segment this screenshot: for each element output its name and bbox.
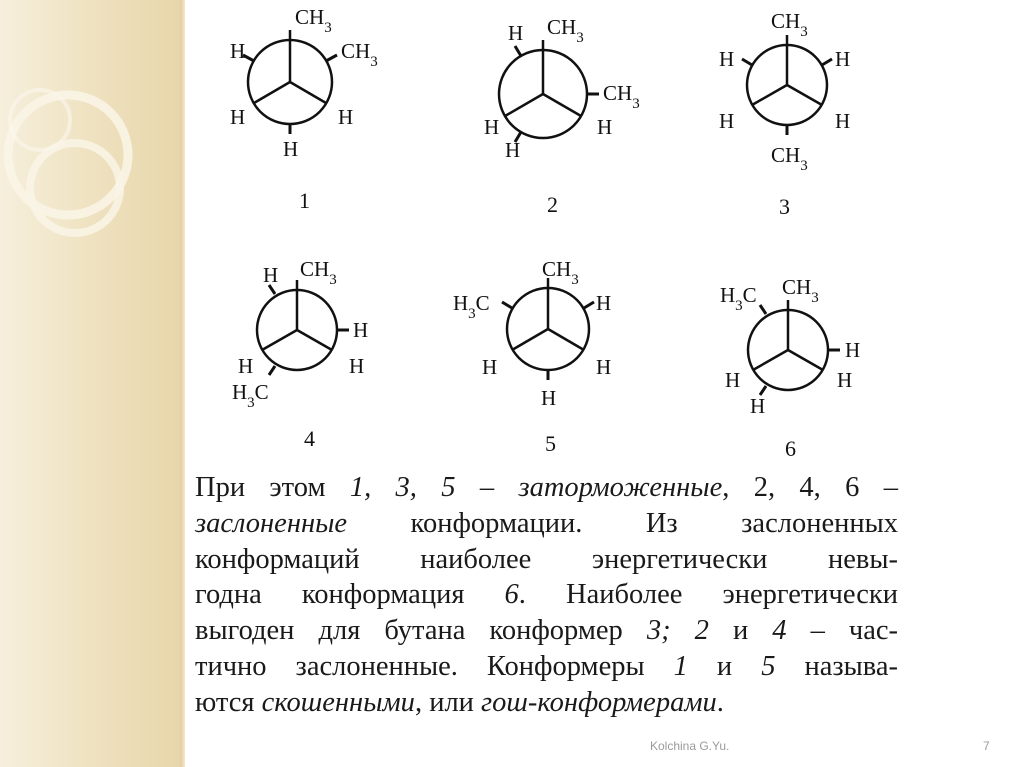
paragraph-line <box>195 470 898 506</box>
back-bond-upper-left <box>742 59 752 65</box>
conformer-label: 2 <box>547 192 558 217</box>
explanation-paragraph <box>195 470 898 721</box>
paragraph-line <box>195 613 898 649</box>
slide-content <box>185 0 1024 767</box>
back-substituent-upper-left: $H_3C$ <box>720 283 757 314</box>
italic-text: 1, 3, 5 – заторможенные <box>349 472 723 503</box>
page-number: 7 <box>983 739 990 753</box>
back-substituent-upper-left: H <box>230 39 246 63</box>
front-substituent-lower-right: H <box>349 354 365 378</box>
front-substituent-top: $CH_3$ <box>300 257 337 288</box>
text-run: конформаций наиболее энергетически невы- <box>195 543 898 575</box>
italic-text: скошенными <box>261 686 415 718</box>
front-substituent-lower-right: H <box>597 115 613 139</box>
back-bond-upper-left <box>502 302 512 308</box>
back-substituent-lower-left: H <box>750 394 766 418</box>
back-bond-upper-right <box>584 302 594 308</box>
italic-text: гош-конформерами <box>481 686 717 718</box>
paragraph-line <box>195 577 898 613</box>
back-substituent-lower-left: H <box>505 138 521 162</box>
text-run: , или <box>414 686 482 718</box>
front-substituent-top: $CH_3$ <box>771 9 808 40</box>
front-substituent-top: $CH_3$ <box>782 275 819 306</box>
conformer-label: 1 <box>299 188 310 213</box>
back-substituent-bottom: $CH_3$ <box>771 143 808 174</box>
conformer-label: 6 <box>785 436 796 461</box>
text-run: . <box>716 686 724 718</box>
conformer-3 <box>719 9 850 219</box>
text-run: , 2, 4, 6 – <box>722 472 898 503</box>
italic-text: 4 <box>772 615 787 647</box>
front-bond-lower-right <box>290 82 326 103</box>
text-run: . Наиболее энергетически <box>518 579 898 611</box>
front-substituent-top: $CH_3$ <box>542 257 579 288</box>
front-substituent-lower-left: H <box>482 355 498 379</box>
front-substituent-top: $CH_3$ <box>295 5 332 36</box>
front-bond-lower-left <box>753 350 788 370</box>
back-substituent-upper-right: H <box>596 291 612 315</box>
text-run: и <box>708 615 773 647</box>
front-substituent-lower-right: H <box>596 355 612 379</box>
back-substituent-upper-left: $H_3C$ <box>453 291 490 322</box>
paragraph-line <box>195 542 898 578</box>
front-substituent-lower-left: H <box>719 109 735 133</box>
back-substituent-upper-left: H <box>719 47 735 71</box>
paragraph-line <box>195 685 898 721</box>
text-run: ются <box>195 686 262 718</box>
back-bond-upper-right <box>326 55 337 61</box>
back-substituent-bottom: H <box>541 386 557 410</box>
text-run: – час- <box>786 615 898 647</box>
front-substituent-lower-right: H <box>837 368 853 392</box>
front-bond-lower-left <box>254 82 290 103</box>
back-bond-upper-left <box>760 305 766 314</box>
back-substituent-right: $CH_3$ <box>603 81 640 112</box>
italic-text: 6 <box>504 579 519 611</box>
front-substituent-lower-right: H <box>835 109 851 133</box>
front-bond-lower-right <box>543 94 581 116</box>
front-substituent-lower-left: H <box>238 354 254 378</box>
back-bond-lower-left <box>269 366 275 375</box>
front-substituent-top: $CH_3$ <box>547 15 584 46</box>
front-substituent-lower-left: H <box>230 105 246 129</box>
conformer-6 <box>720 275 860 461</box>
conformer-label: 3 <box>779 194 790 219</box>
text-run: называ- <box>775 650 898 682</box>
back-substituent-upper-left: H <box>508 21 524 45</box>
back-substituent-right: H <box>353 318 369 342</box>
back-substituent-right: H <box>845 338 861 362</box>
front-bond-lower-right <box>297 330 332 350</box>
front-substituent-lower-left: H <box>725 368 741 392</box>
text-run: тично заслоненные. Конформеры <box>195 650 674 682</box>
italic-text: 3; 2 <box>646 615 709 647</box>
paragraph-line <box>195 649 898 685</box>
front-substituent-lower-right: H <box>338 105 354 129</box>
decorative-side-band <box>0 0 185 767</box>
back-substituent-upper-right: H <box>835 47 851 71</box>
conformer-1 <box>230 5 378 213</box>
back-substituent-upper-left: H <box>263 263 279 287</box>
conformer-label: 4 <box>304 426 315 451</box>
front-bond-lower-left <box>512 329 548 350</box>
conformer-4 <box>232 257 368 451</box>
front-bond-lower-left <box>262 330 297 350</box>
newman-projections-diagram <box>185 0 1024 470</box>
text-run: выгоден для бутана конформер <box>195 615 647 647</box>
front-bond-lower-right <box>787 85 822 105</box>
italic-text: 5 <box>761 650 776 682</box>
back-substituent-bottom: H <box>283 137 299 161</box>
front-substituent-lower-left: H <box>484 115 500 139</box>
footer-author: Kolchina G.Yu. <box>650 739 730 753</box>
paragraph-line <box>195 506 898 542</box>
back-substituent-upper-right: $CH_3$ <box>341 39 378 70</box>
text-run: При этом <box>195 472 350 503</box>
conformer-2 <box>484 15 640 217</box>
front-bond-lower-right <box>548 329 584 350</box>
text-run: конформации. Из заслоненных <box>347 507 898 539</box>
italic-text: 1 <box>673 650 688 682</box>
back-substituent-lower-left: $H_3C$ <box>232 380 269 411</box>
front-bond-lower-right <box>788 350 823 370</box>
conformer-5 <box>453 257 611 456</box>
text-run: годна конформация <box>195 579 505 611</box>
back-bond-upper-left <box>515 46 521 56</box>
text-run: и <box>687 650 762 682</box>
italic-text: заслоненные <box>195 507 348 539</box>
front-bond-lower-left <box>505 94 543 116</box>
front-bond-lower-left <box>752 85 787 105</box>
conformer-label: 5 <box>545 431 556 456</box>
back-bond-upper-right <box>822 59 832 65</box>
